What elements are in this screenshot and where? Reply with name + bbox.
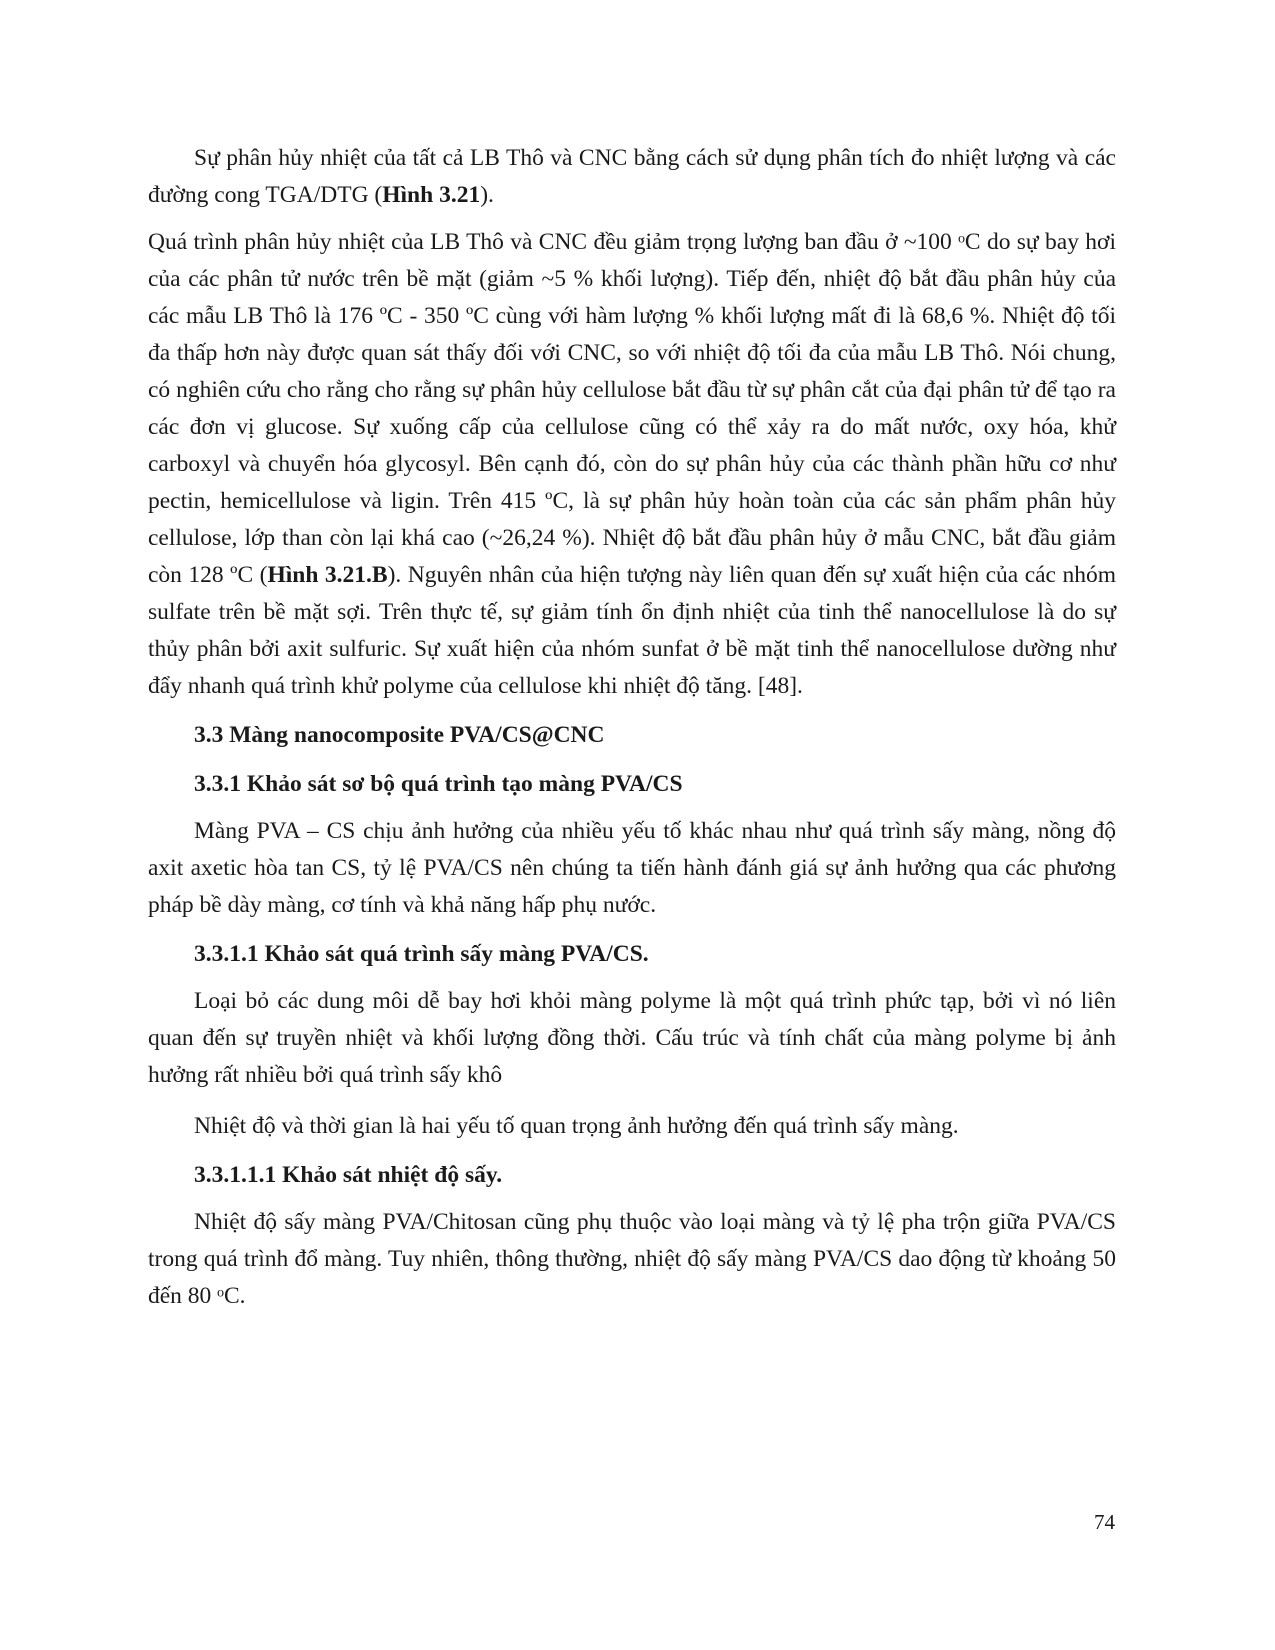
document-page [148,140,1116,1315]
section-heading-3-3: 3.3 Màng nanocomposite PVA/CS@CNC [194,722,605,748]
paragraph-drying-temperature: Nhiệt độ sấy màng PVA/Chitosan cũng phụ thuộc vào loại màng và tỷ lệ pha trộn giữa PVA/CS trong quá trình đổ màng. Tuy nhiên, thông thường, nhiệt độ sấy màng PVA/CS dao động từ khoảng 50 đến 80 ᵒC. [148,1209,1116,1309]
section-heading-3-3-1: 3.3.1 Khảo sát sơ bộ quá trình tạo màng PVA/CS [194,771,683,797]
section-heading-3-3-1-1: 3.3.1.1 Khảo sát quá trình sấy màng PVA/CS. [194,941,649,967]
paragraph-thermal-decomposition-detail: Quá trình phân hủy nhiệt của LB Thô và CNC đều giảm trọng lượng ban đầu ở ~100 ᵒC do sự bay hơi của các phân tử nước trên bề mặt (giảm ~5 % khối lượng). Tiếp đến, nhiệt độ bắt đầu phân hủy của các mẫu LB Thô là 176 ºC - 350 ºC cùng với hàm lượng % khối lượng mất đi là 68,6 %. Nhiệt độ tối đa thấp hơn này được quan sát thấy đối với CNC, so với nhiệt độ tối đa của mẫu LB Thô. Nói chung, có nghiên cứu cho rằng cho rằng sự phân hủy cellulose bắt đầu từ sự phân cắt của đại phân tử để tạo ra các đơn vị glucose. Sự xuống cấp của cellulose cũng có thể xảy ra do mất nước, oxy hóa, khử carboxyl và chuyển hóa glycosyl. Bên cạnh đó, còn do sự phân hủy của các thành phần hữu cơ như pectin, hemicellulose và ligin. Trên 415 ºC, là sự phân hủy hoàn toàn của các sản phẩm phân hủy cellulose, lớp than còn lại khá cao (~26,24 %). Nhiệt độ bắt đầu phân hủy ở mẫu CNC, bắt đầu giảm còn 128 ºC (Hình 3.21.B). Nguyên nhân của hiện tượng này liên quan đến sự xuất hiện của các nhóm sulfate trên bề mặt sợi. Trên thực tế, sự giảm tính ổn định nhiệt của tinh thể nanocellulose là do sự thủy phân bởi axit sulfuric. Sự xuất hiện của nhóm sunfat ở bề mặt tinh thể nanocellulose dường như đẩy nhanh quá trình khử polyme của cellulose khi nhiệt độ tăng. [48]. [148,229,1117,699]
paragraph-temperature-time: Nhiệt độ và thời gian là hai yếu tố quan trọng ảnh hưởng đến quá trình sấy màng. [194,1113,959,1139]
paragraph-pva-cs-factors: Màng PVA – CS chịu ảnh hưởng của nhiều yếu tố khác nhau như quá trình sấy màng, nồng độ axit axetic hòa tan CS, tỷ lệ PVA/CS nên chúng ta tiến hành đánh giá sự ảnh hưởng qua các phương pháp bề dày màng, cơ tính và khả năng hấp phụ nước. [148,818,1116,918]
figure-ref-3-21-b: Hình 3.21.B [267,562,388,588]
paragraph-solvent-removal: Loại bỏ các dung môi dễ bay hơi khỏi màng polyme là một quá trình phức tạp, bởi vì nó liên quan đến sự truyền nhiệt và khối lượng đồng thời. Cấu trúc và tính chất của màng polyme bị ảnh hưởng rất nhiều bởi quá trình sấy khô [148,988,1116,1088]
paragraph-thermal-decomposition-intro: Sự phân hủy nhiệt của tất cả LB Thô và CNC bằng cách sử dụng phân tích đo nhiệt lượng và các đường cong TGA/DTG (Hình 3.21). [148,145,1116,208]
page-number: 74 [1094,1510,1115,1534]
section-heading-3-3-1-1-1: 3.3.1.1.1 Khảo sát nhiệt độ sấy. [194,1162,503,1188]
figure-ref-3-21: Hình 3.21 [382,182,481,208]
